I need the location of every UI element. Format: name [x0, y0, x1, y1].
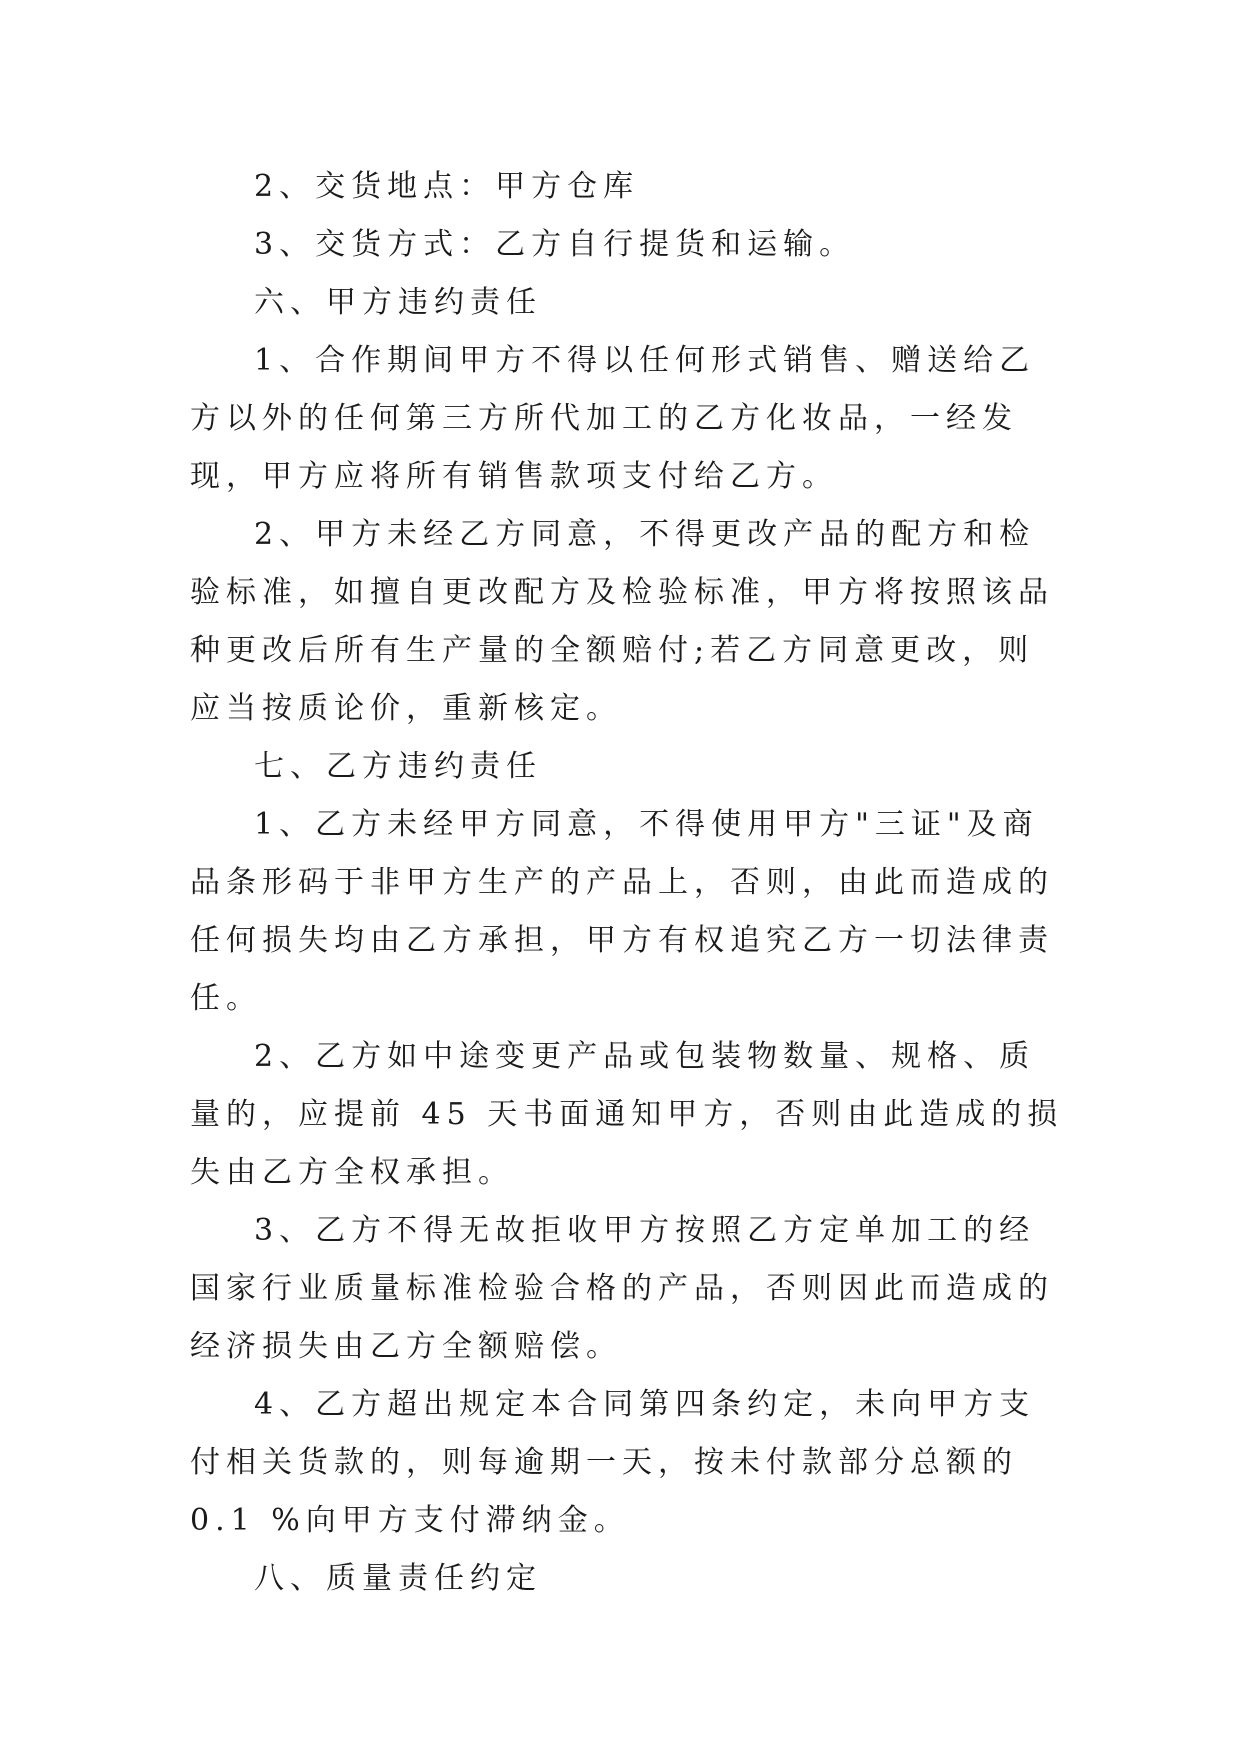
section-heading-party-a-liability: 六、甲方违约责任: [254, 285, 542, 320]
document-body: [190, 158, 1070, 1608]
paragraph-party-a-clause-2: 2、甲方未经乙方同意，不得更改产品的配方和检验标准，如擅自更改配方及检验标准，甲方将按照该品种更改后所有生产量的全额赔付;若乙方同意更改，则应当按质论价，重新核定。: [190, 517, 1054, 726]
section-heading-party-b-liability: 七、乙方违约责任: [254, 749, 542, 784]
paragraph-party-b-clause-1: 1、乙方未经甲方同意，不得使用甲方"三证"及商品条形码于非甲方生产的产品上，否则，由此而造成的任何损失均由乙方承担，甲方有权追究乙方一切法律责任。: [190, 807, 1054, 1016]
section-heading-quality-liability: 八、质量责任约定: [254, 1561, 542, 1596]
paragraph-delivery-location: 2、交货地点：甲方仓库: [254, 169, 640, 204]
paragraph-delivery-method: 3、交货方式：乙方自行提货和运输。: [254, 227, 856, 262]
paragraph-party-a-clause-1: 1、合作期间甲方不得以任何形式销售、赠送给乙方以外的任何第三方所代加工的乙方化妆品，一经发现，甲方应将所有销售款项支付给乙方。: [190, 343, 1036, 494]
paragraph-party-b-clause-3: 3、乙方不得无故拒收甲方按照乙方定单加工的经国家行业质量标准检验合格的产品，否则因此而造成的经济损失由乙方全额赔偿。: [190, 1213, 1054, 1364]
paragraph-party-b-clause-2: 2、乙方如中途变更产品或包装物数量、规格、质量的，应提前 45 天书面通知甲方，否则由此造成的损失由乙方全权承担。: [190, 1039, 1064, 1190]
paragraph-party-b-clause-4: 4、乙方超出规定本合同第四条约定，未向甲方支付相关货款的，则每逾期一天，按未付款部分总额的 0.1 %向甲方支付滞纳金。: [190, 1387, 1036, 1538]
